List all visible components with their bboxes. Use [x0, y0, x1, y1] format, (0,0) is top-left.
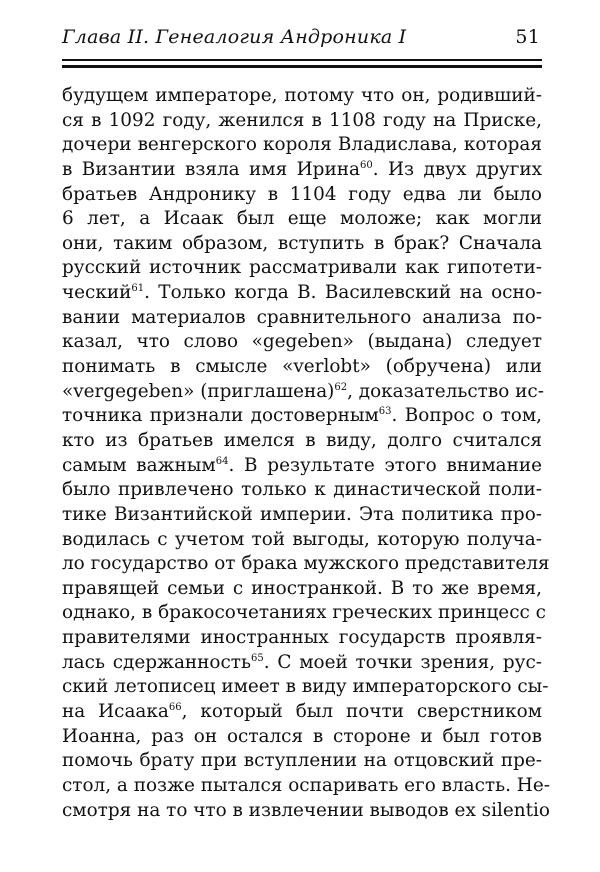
running-head	[62, 26, 542, 56]
line-text: было привлечено только к династической поли-	[62, 479, 542, 501]
chapter-title: Глава II. Генеалогия Андроника I	[62, 26, 407, 48]
text-line	[62, 725, 542, 750]
line-text: , который был почти сверстником	[181, 701, 542, 723]
body-text	[62, 84, 550, 823]
line-text: однако, в бракосочетаниях греческих принцесс с	[62, 602, 546, 624]
text-line	[62, 601, 546, 626]
page-number: 51	[515, 26, 540, 48]
text-line	[62, 675, 549, 700]
text-line	[62, 306, 542, 331]
line-text: смотря на то что в извлечении выводов ex silentio	[62, 799, 550, 821]
header-rule-thin	[62, 59, 542, 61]
line-text: ло государство от брака мужского представителя	[62, 553, 550, 575]
line-text: ся в 1092 году, женился в 1108 году на Приске,	[62, 109, 542, 131]
text-line	[62, 749, 542, 774]
line-text: «vergegeben» (приглашена)	[62, 380, 335, 402]
line-text: вании материалов сравнительного анализа по-	[62, 306, 542, 328]
text-line	[62, 158, 542, 183]
text-line	[62, 133, 542, 158]
footnote-ref: 63	[378, 406, 392, 418]
line-text: кто из братьев имелся в виду, долго считался	[62, 429, 542, 451]
line-text: в Византии взяла имя Ирина	[62, 158, 360, 180]
text-line	[62, 330, 542, 355]
line-text: водилась с учетом той выгоды, которую получа-	[62, 528, 542, 550]
line-text: . Только когда В. Василевский на осно-	[144, 282, 542, 304]
footnote-ref: 66	[168, 702, 182, 714]
line-text: . Вопрос о том,	[391, 405, 543, 427]
footnote-ref: 62	[334, 381, 348, 393]
text-line	[62, 552, 550, 577]
text-line	[62, 207, 542, 232]
text-line	[62, 355, 542, 380]
text-line	[62, 577, 542, 602]
line-text: лась сдержанность	[62, 651, 251, 673]
text-line	[62, 454, 542, 479]
line-text: казал, что слово «gegeben» (выдана) следует	[62, 331, 542, 353]
text-line	[62, 700, 542, 725]
header-rule-thick	[62, 65, 542, 68]
footnote-ref: 61	[131, 283, 145, 295]
line-text: , доказательство ис-	[347, 380, 544, 402]
line-text: самым важным	[62, 454, 216, 476]
line-text: Иоанна, раз он остался в стороне и был готов	[62, 725, 542, 747]
line-text: помочь брату при вступлении на отцовский пре-	[62, 750, 542, 772]
text-line	[62, 478, 542, 503]
line-text: . В результате этого внимание	[228, 454, 542, 476]
line-text: они, таким образом, вступить в брак? Сначала	[62, 232, 542, 254]
line-text: правящей семьи с иностранкой. В то же время,	[62, 577, 542, 599]
line-text: . Из двух других	[372, 158, 542, 180]
text-line	[62, 380, 542, 405]
line-text: будущем императоре, потому что он, родивший-	[62, 85, 542, 106]
text-line	[62, 183, 542, 208]
text-line	[62, 109, 542, 134]
text-line	[62, 651, 542, 676]
text-line	[62, 84, 542, 109]
line-text: стол, а позже пытался оспаривать его власть. Не-	[62, 774, 550, 796]
line-text: дочери венгерского короля Владислава, которая	[62, 134, 542, 156]
line-text: на Исаака	[62, 701, 169, 723]
footnote-ref: 65	[250, 652, 264, 664]
line-text: ский летописец имеет в виду императорского сы-	[62, 676, 549, 698]
text-line	[62, 774, 550, 799]
line-text: . С моей точки зрения, рус-	[263, 651, 542, 673]
line-text: точника признали достоверным	[62, 405, 379, 427]
footnote-ref: 64	[215, 455, 229, 467]
text-line	[62, 503, 542, 528]
line-text: правителями иностранных государств проявля-	[62, 627, 542, 649]
text-line	[62, 528, 542, 553]
text-line	[62, 256, 542, 281]
text-line	[62, 429, 542, 454]
text-line	[62, 281, 542, 306]
text-line	[62, 232, 542, 257]
text-line	[62, 799, 550, 824]
line-text: 6 лет, а Исаак был еще моложе; как могли	[62, 208, 542, 230]
line-text: понимать в смысле «verlobt» (обручена) или	[62, 356, 542, 378]
text-line	[62, 626, 542, 651]
line-text: ческий	[62, 282, 132, 304]
footnote-ref: 60	[359, 159, 373, 171]
line-text: тике Византийской империи. Эта политика про-	[62, 503, 542, 525]
text-line	[62, 404, 542, 429]
line-text: братьев Андронику в 1104 году едва ли было	[62, 183, 542, 205]
line-text: русский источник рассматривали как гипотети-	[62, 257, 542, 279]
